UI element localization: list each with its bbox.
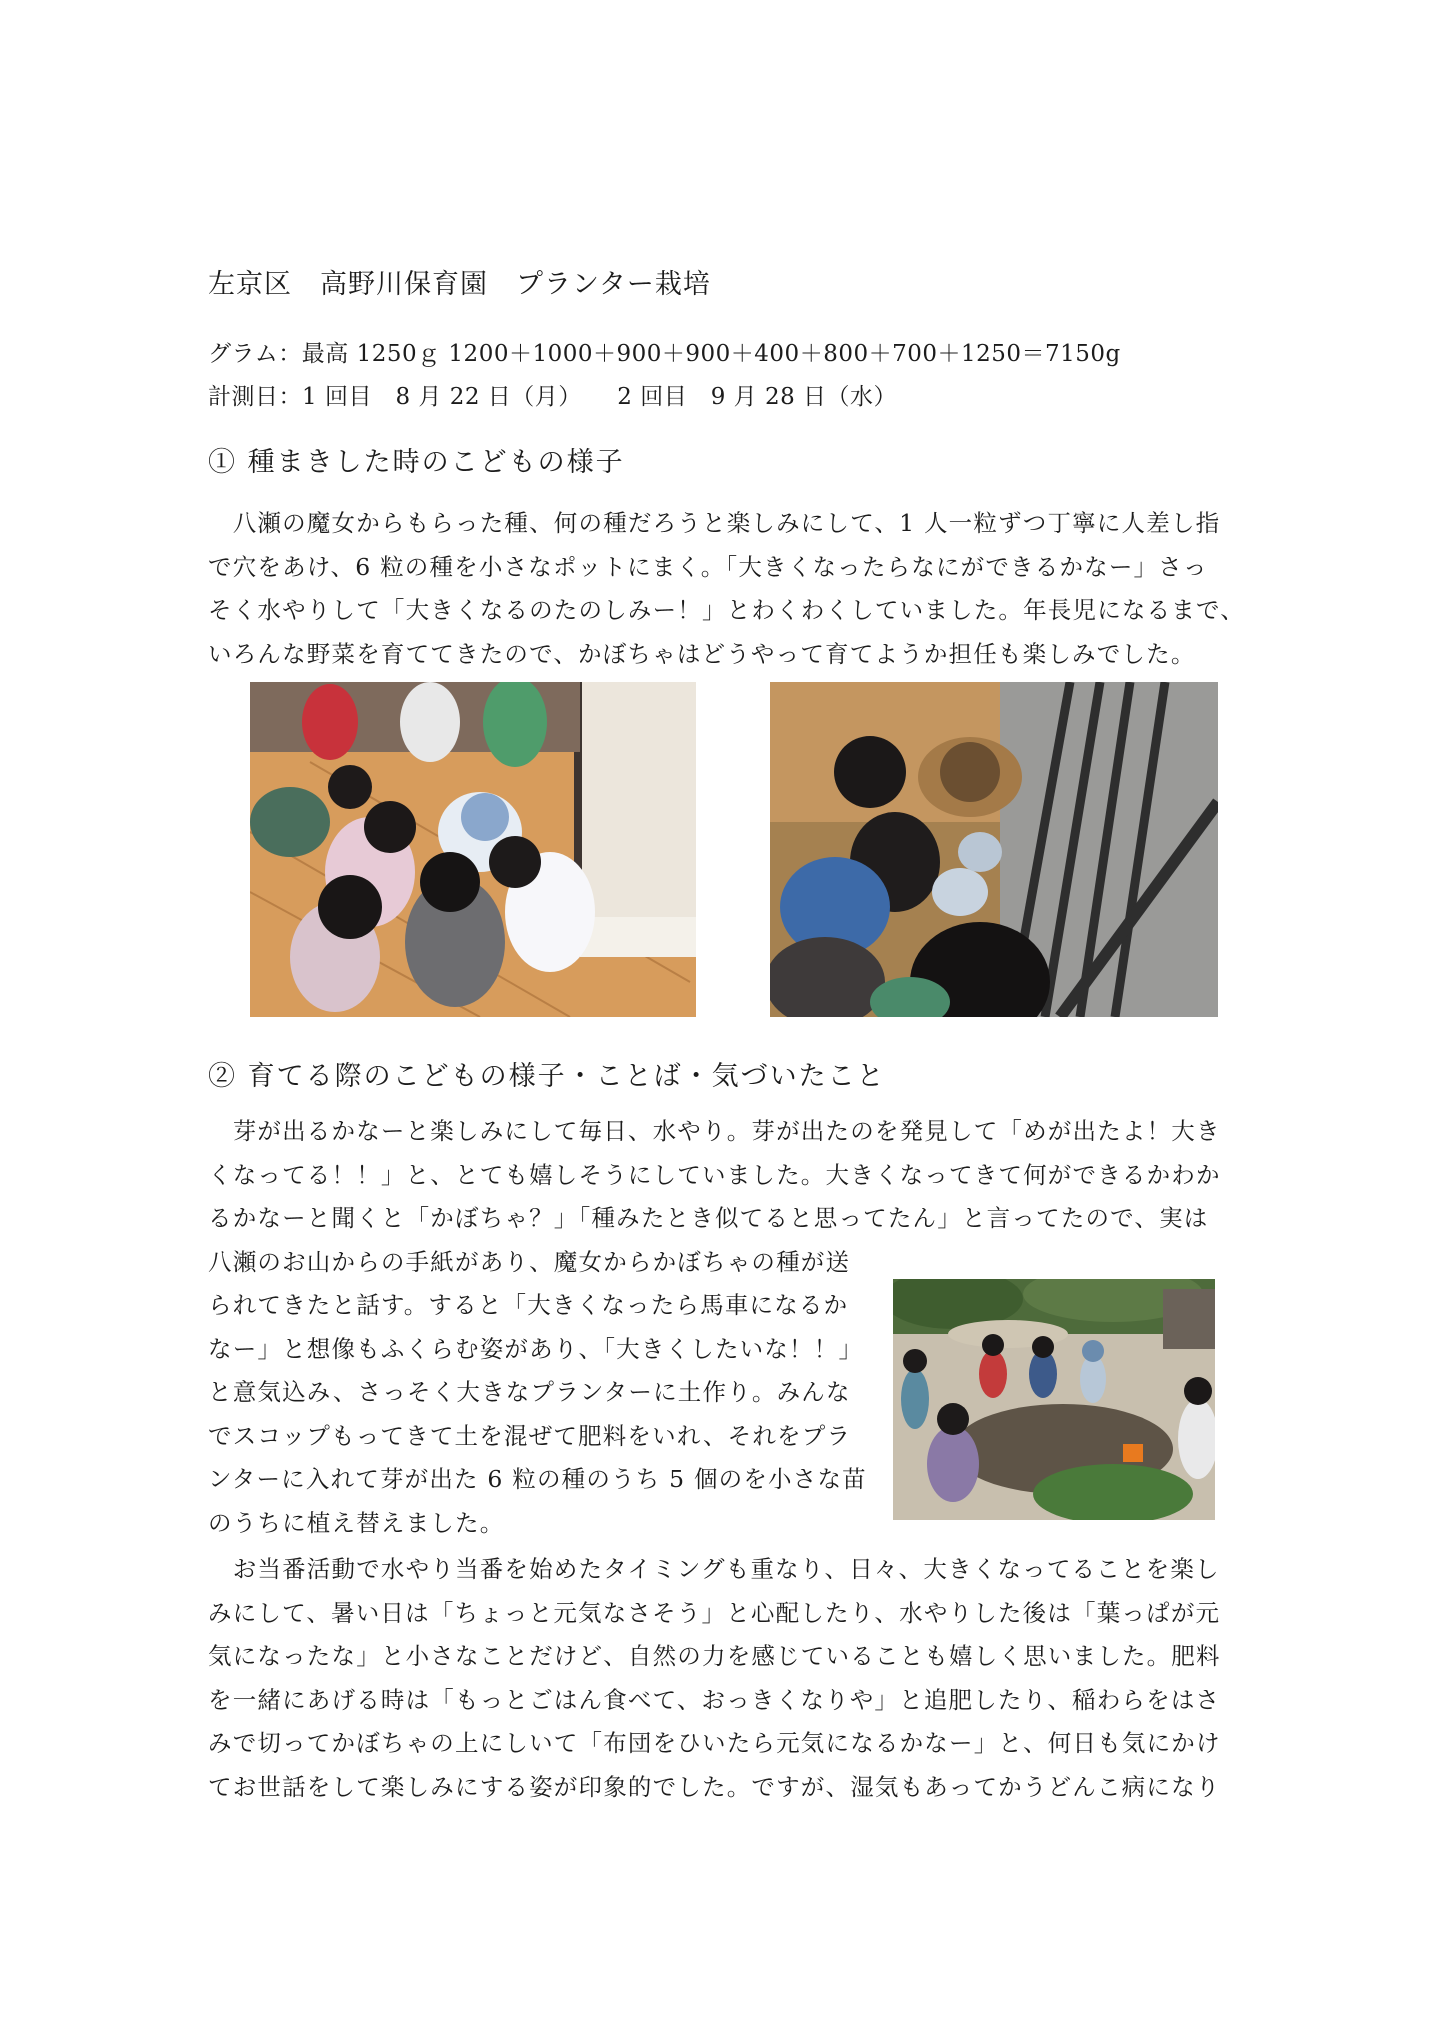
paragraph-line: いろんな野菜を育ててきたので、かぼちゃはどうやって育てようか担任も楽しみでした。 xyxy=(208,639,1196,668)
paragraph-line: お当番活動で水やり当番を始めたタイミングも重なり、日々、大きくなってることを楽し xyxy=(208,1555,1220,1583)
paragraph-line: 八瀬の魔女からもらった種、何の種だろうと楽しみにして、1 人一粒ずつ丁寧に人差し指 xyxy=(208,509,1221,537)
section-1-heading: ① 種まきした時のこどもの様子 xyxy=(208,447,625,478)
paragraph-line: みで切ってかぼちゃの上にしいて「布団をひいたら元気になるかなー」と、何日も気にかけ xyxy=(208,1729,1221,1757)
grams-record: グラム：最高 1250ｇ 1200＋1000＋900＋900＋400＋800＋700＋1250＝7150g xyxy=(208,341,1121,367)
paragraph-line: られてきたと話す。すると「大きくなったら馬車になるか xyxy=(208,1291,849,1319)
paragraph-line: なー」と想像もふくらむ姿があり、「大きくしたいな！！」 xyxy=(208,1334,864,1363)
section-1-paragraph xyxy=(208,502,1244,676)
paragraph-line: みにして、暑い日は「ちょっと元気なさそう」と心配したり、水やりした後は「葉っぱが元 xyxy=(208,1598,1221,1627)
photo-children-sowing-seeds xyxy=(250,682,696,1017)
paragraph-line: そく水やりして「大きくなるのたのしみー！」とわくわくしていました。年長児になるまで、 xyxy=(208,596,1245,624)
paragraph-line: と意気込み、さっそく大きなプランターに土作り。みんな xyxy=(208,1378,851,1406)
section-2-paragraph-continued xyxy=(208,1548,1244,1809)
photo-children-mixing-soil xyxy=(893,1279,1215,1520)
paragraph-line: るかなーと聞くと「かぼちゃ？」「種みたとき似てると思ってたん」と言ってたので、実は xyxy=(208,1204,1209,1232)
paragraph-line: てお世話をして楽しみにする姿が印象的でした。ですが、湿気もあってかうどんこ病になり xyxy=(208,1772,1221,1801)
document-title: 左京区 高野川保育園 プランター栽培 xyxy=(208,269,711,300)
paragraph-line: 芽が出るかなーと楽しみにして毎日、水やり。芽が出たのを発見して「めが出たよ！大き xyxy=(208,1117,1221,1145)
paragraph-line: 八瀬のお山からの手紙があり、魔女からかぼちゃの種が送 xyxy=(208,1247,851,1276)
paragraph-line: でスコップもってきて土を混ぜて肥料をいれ、それをプラ xyxy=(208,1421,852,1450)
paragraph-line: ンターに入れて芽が出た 6 粒の種のうち 5 個のを小さな苗 xyxy=(208,1465,867,1493)
paragraph-line: のうちに植え替えました。 xyxy=(208,1508,505,1537)
paragraph-line: を一緒にあげる時は「もっとごはん食べて、おっきくなりや」と追肥したり、稲わらをはさ xyxy=(208,1685,1221,1714)
paragraph-line: 気になったな」と小さなことだけど、自然の力を感じていることも嬉しく思いました。肥料 xyxy=(208,1642,1221,1670)
section-2-heading: ② 育てる際のこどもの様子・ことば・気づいたこと xyxy=(208,1061,886,1092)
paragraph-line: で穴をあけ、6 粒の種を小さなポットにまく。「大きくなったらなにができるかなー」さっ xyxy=(208,552,1208,581)
measurement-dates: 計測日：1 回目 8 月 22 日（月） 2 回目 9 月 28 日（水） xyxy=(208,384,898,410)
paragraph-line: くなってる！！」と、とても嬉しそうにしていました。大きくなってきて何ができるかわか xyxy=(208,1160,1221,1189)
photo-children-watering xyxy=(770,682,1218,1017)
